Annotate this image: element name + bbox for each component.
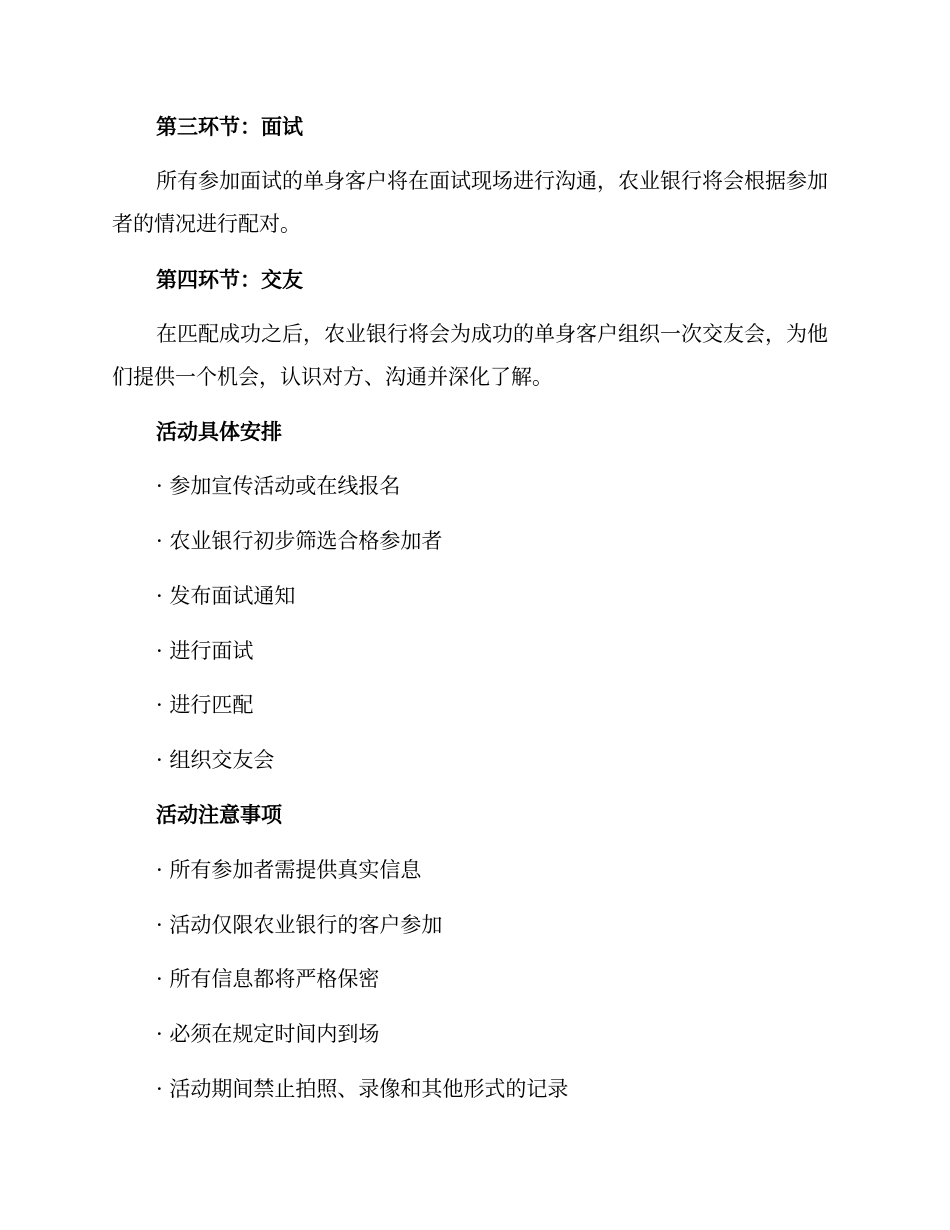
schedule-heading: 活动具体安排 xyxy=(156,419,282,444)
schedule-item: · 进行匹配 xyxy=(156,693,254,717)
schedule-item: · 组织交友会 xyxy=(156,748,275,772)
notes-item: · 所有参加者需提供真实信息 xyxy=(156,858,422,882)
schedule-item: · 参加宣传活动或在线报名 xyxy=(156,474,401,498)
section4-heading: 第四环节：交友 xyxy=(156,267,303,292)
schedule-item: · 进行面试 xyxy=(156,639,254,663)
notes-item: · 活动仅限农业银行的客户参加 xyxy=(156,913,443,937)
section3-paragraph: 所有参加面试的单身客户将在面试现场进行沟通，农业银行将会根据参加者的情况进行配对。 xyxy=(112,169,828,236)
schedule-item: · 农业银行初步筛选合格参加者 xyxy=(156,529,443,553)
notes-heading: 活动注意事项 xyxy=(156,802,282,827)
schedule-item: · 发布面试通知 xyxy=(156,584,296,608)
section4-paragraph: 在匹配成功之后，农业银行将会为成功的单身客户组织一次交友会，为他们提供一个机会，认识对方、沟通并深化了解。 xyxy=(112,322,828,389)
notes-item: · 所有信息都将严格保密 xyxy=(156,967,380,991)
notes-item: · 活动期间禁止拍照、录像和其他形式的记录 xyxy=(156,1077,569,1101)
notes-item: · 必须在规定时间内到场 xyxy=(156,1022,380,1046)
section3-heading: 第三环节：面试 xyxy=(156,114,303,139)
